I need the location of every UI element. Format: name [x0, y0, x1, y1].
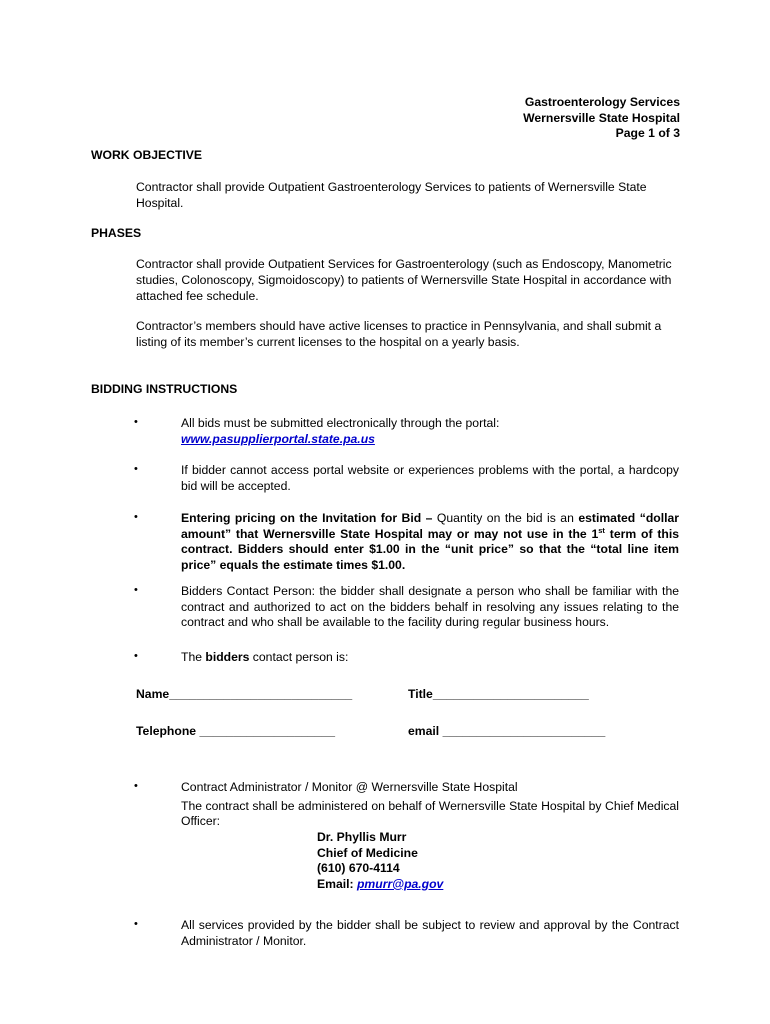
bid-item-administrator — [181, 780, 679, 830]
bullet-2: • — [134, 463, 138, 475]
bid-item-contact-person: Bidders Contact Person: the bidder shall designate a person who shall be familiar with the contract and authorized to act on the bidders behalf in resolving any issues relating to the contract and who shall be available to the facility during regular business hours. — [181, 584, 679, 629]
administrator-heading: Contract Administrator / Monitor @ Wernersville State Hospital — [181, 780, 518, 794]
title-label: Title — [408, 687, 433, 701]
contact-intro-bidders: bidders — [205, 650, 250, 664]
pricing-term-text: term of this contract. Bidders should enter $1.00 in the “unit price” so that the “total line item price” equals the estimate times $1.00. — [181, 526, 679, 572]
administrator-description: The contract shall be administered on behalf of Wernersville State Hospital by Chief Medical Officer: — [181, 798, 679, 828]
work-objective-heading: WORK OBJECTIVE — [91, 148, 203, 162]
telephone-field[interactable] — [136, 724, 335, 738]
bullet-1: • — [134, 416, 138, 428]
telephone-blank-line: ____________________ — [199, 724, 335, 738]
document-header — [523, 95, 680, 142]
bid-item-pricing — [181, 511, 679, 573]
contact-title: Chief of Medicine — [317, 845, 418, 860]
email-label: email — [408, 724, 443, 738]
title-blank-line: _______________________ — [432, 687, 589, 701]
contact-email-line — [317, 877, 443, 893]
bid-item-review: All services provided by the bidder shall be subject to review and approval by the Contract Administrator / Monitor. — [181, 918, 679, 948]
bullet-4: • — [134, 584, 138, 596]
contact-name: Dr. Phyllis Murr — [317, 830, 407, 844]
bid-item-portal-text: All bids must be submitted electronically through the portal: — [181, 416, 500, 430]
phases-heading: PHASES — [91, 226, 142, 240]
bullet-3: • — [134, 511, 138, 523]
administrator-contact-block — [317, 830, 443, 892]
header-hospital: Wernersville State Hospital — [523, 110, 680, 125]
pricing-ordinal-suffix: st — [598, 525, 605, 535]
bid-item-portal — [181, 416, 679, 447]
phases-paragraph-1: Contractor shall provide Outpatient Services for Gastroenterology (such as Endoscopy, Manometric studies, Colonoscopy, Sigmoidoscopy) to patients of Wernersville State Hospital in accordance with attached fee schedule. — [136, 257, 672, 303]
header-service: Gastroenterology Services — [524, 95, 680, 109]
bullet-6: • — [134, 780, 138, 792]
contact-intro-pre: The — [181, 650, 206, 664]
pricing-estimated-text: estimated “dollar amount” that Wernersville State Hospital may or may not use in the 1 — [181, 511, 680, 541]
name-label: Name — [136, 687, 170, 701]
bullet-7: • — [134, 918, 138, 930]
portal-link[interactable]: www.pasupplierportal.state.pa.us — [181, 431, 375, 446]
work-objective-text: Contractor shall provide Outpatient Gastroenterology Services to patients of Wernersville State Hospital. — [136, 180, 647, 210]
email-blank-line: ________________________ — [442, 724, 606, 738]
title-field[interactable] — [408, 687, 589, 701]
bullet-5: • — [134, 650, 138, 662]
name-field[interactable] — [136, 687, 352, 701]
phases-paragraph-2: Contractor’s members should have active licenses to practice in Pennsylvania, and shall submit a listing of its member’s current licenses to the hospital on a yearly basis. — [136, 319, 662, 349]
bid-item-contact-intro — [181, 650, 679, 666]
email-field[interactable] — [408, 724, 605, 738]
contact-email-link[interactable]: pmurr@pa.gov — [356, 876, 444, 891]
telephone-label: Telephone — [136, 724, 200, 738]
contact-phone: (610) 670-4114 — [317, 861, 400, 875]
bid-item-hardcopy: If bidder cannot access portal website or experiences problems with the portal, a hardcopy bid will be accepted. — [181, 463, 679, 493]
pricing-lead: Entering pricing on the Invitation for Bid – — [181, 511, 433, 525]
name-blank-line: ___________________________ — [169, 687, 353, 701]
contact-email-label: Email: — [317, 876, 357, 891]
bidding-instructions-heading: BIDDING INSTRUCTIONS — [91, 382, 238, 396]
header-page-number: Page 1 of 3 — [615, 126, 680, 140]
pricing-quantity-text: Quantity on the bid is an — [432, 511, 579, 525]
contact-intro-post: contact person is: — [249, 650, 349, 664]
